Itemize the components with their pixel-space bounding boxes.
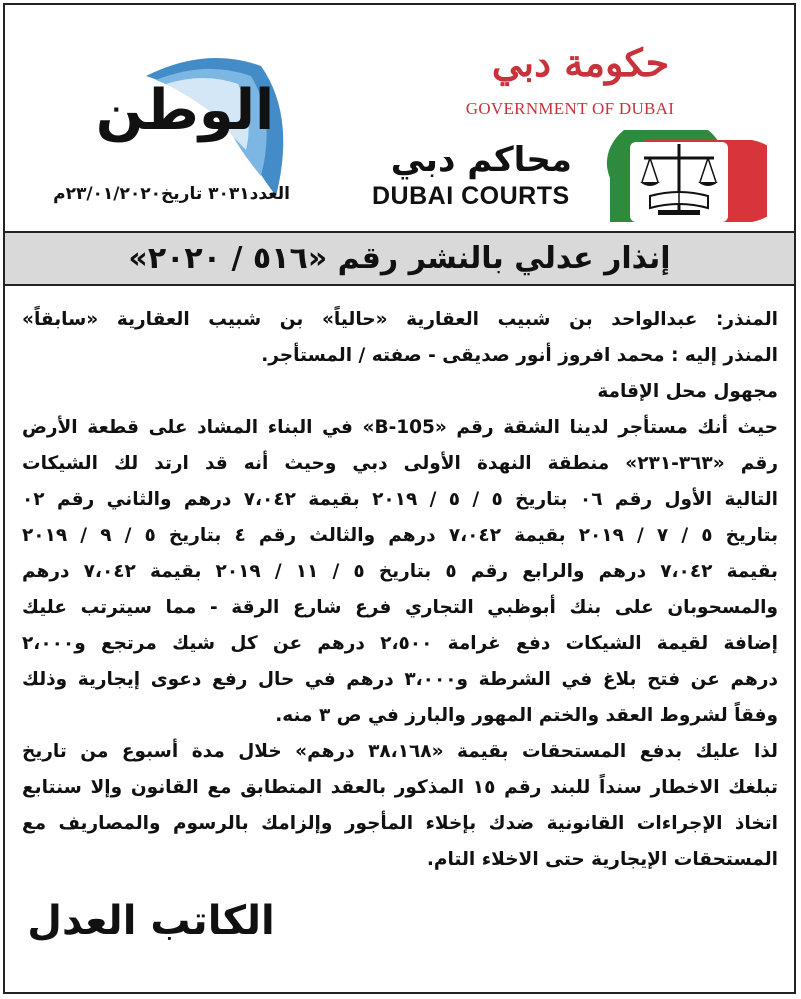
notice-line: درهم عن فتح بلاغ في الشرطة و٣،٠٠٠ درهم في حال رفع دعوى إيجارية وذلك [22, 669, 778, 690]
notice-line: رقم «٣٦٣-٢٣١» منطقة النهدة الأولى دبي وحيث أنه قد ارتد لك الشيكات [22, 453, 778, 474]
government-of-dubai-label: GOVERNMENT OF DUBAI [465, 99, 675, 118]
notice-line: المنذر: عبدالواحد بن شبيب العقارية «حالياً» بن شبيب العقارية «سابقاً» [22, 309, 778, 330]
notice-line: اتخاذ الإجراءات القانونية ضدك بإخلاء المأجور وإلزامك بالرسوم والمصاريف مع [22, 813, 778, 834]
notice-title-bar [5, 231, 794, 286]
notice-line: المنذر إليه : محمد افروز أنور صديقى - صفته / المستأجر. [261, 345, 778, 366]
issue-number-date: العدد٣٠٣١ تاريخ٢٣/٠١/٢٠٢٠م [53, 184, 290, 204]
notice-line: تبلغك الاخطار سنداً للبند رقم ١٥ المذكور بالعقد المتطابق مع القانون وإلا سنتابع [22, 777, 778, 798]
notice-body [22, 302, 778, 878]
notice-line: والمسحوبان على بنك أبوظبي التجاري فرع شارع الرقة - مما سيترتب عليك [22, 597, 778, 618]
notice-line: بقيمة ٧،٠٤٢ درهم والرابع رقم ٥ بتاريخ ٥ / ١١ / ٢٠١٩ بقيمة ٧،٠٤٢ درهم [22, 561, 778, 582]
notary-signature: الكاتب العدل [27, 898, 275, 944]
newspaper-masthead: الوطن [95, 78, 275, 143]
notice-line: إضافة لقيمة الشيكات دفع غرامة ٢،٥٠٠ درهم عن كل شيك مرتجع و٢،٠٠٠ [22, 633, 778, 654]
dubai-courts-arabic-label: محاكم دبي [390, 140, 572, 180]
dubai-courts-emblem-icon [592, 130, 767, 225]
notice-line: مجهول محل الإقامة [597, 381, 778, 402]
notice-line: التالية الأول رقم ٠٦ بتاريخ ٥ / ٥ / ٢٠١٩ بقيمة ٧،٠٤٢ درهم والثاني رقم ٠٢ [22, 489, 778, 510]
page-header [0, 0, 801, 228]
government-of-dubai-arabic-logo: حكومة دبي [491, 40, 670, 85]
notice-line: لذا عليك بدفع المستحقات بقيمة «٣٨،١٦٨ درهم» خلال مدة أسبوع من تاريخ [22, 741, 778, 762]
notice-line: بتاريخ ٥ / ٧ / ٢٠١٩ بقيمة ٧،٠٤٢ درهم والثالث رقم ٤ بتاريخ ٥ / ٩ / ٢٠١٩ [22, 525, 778, 546]
notice-line: المستحقات الإيجارية حتى الاخلاء التام. [426, 849, 778, 870]
notice-title: إنذار عدلي بالنشر رقم «٥١٦ / ٢٠٢٠» [128, 241, 671, 276]
dubai-courts-label: DUBAI COURTS [372, 182, 570, 210]
notice-line: وفقاً لشروط العقد والختم المهور والبارز في ص ٣ منه. [275, 705, 778, 726]
notice-line: حيث أنك مستأجر لدينا الشقة رقم «B-105» في البناء المشاد على قطعة الأرض [22, 417, 778, 438]
